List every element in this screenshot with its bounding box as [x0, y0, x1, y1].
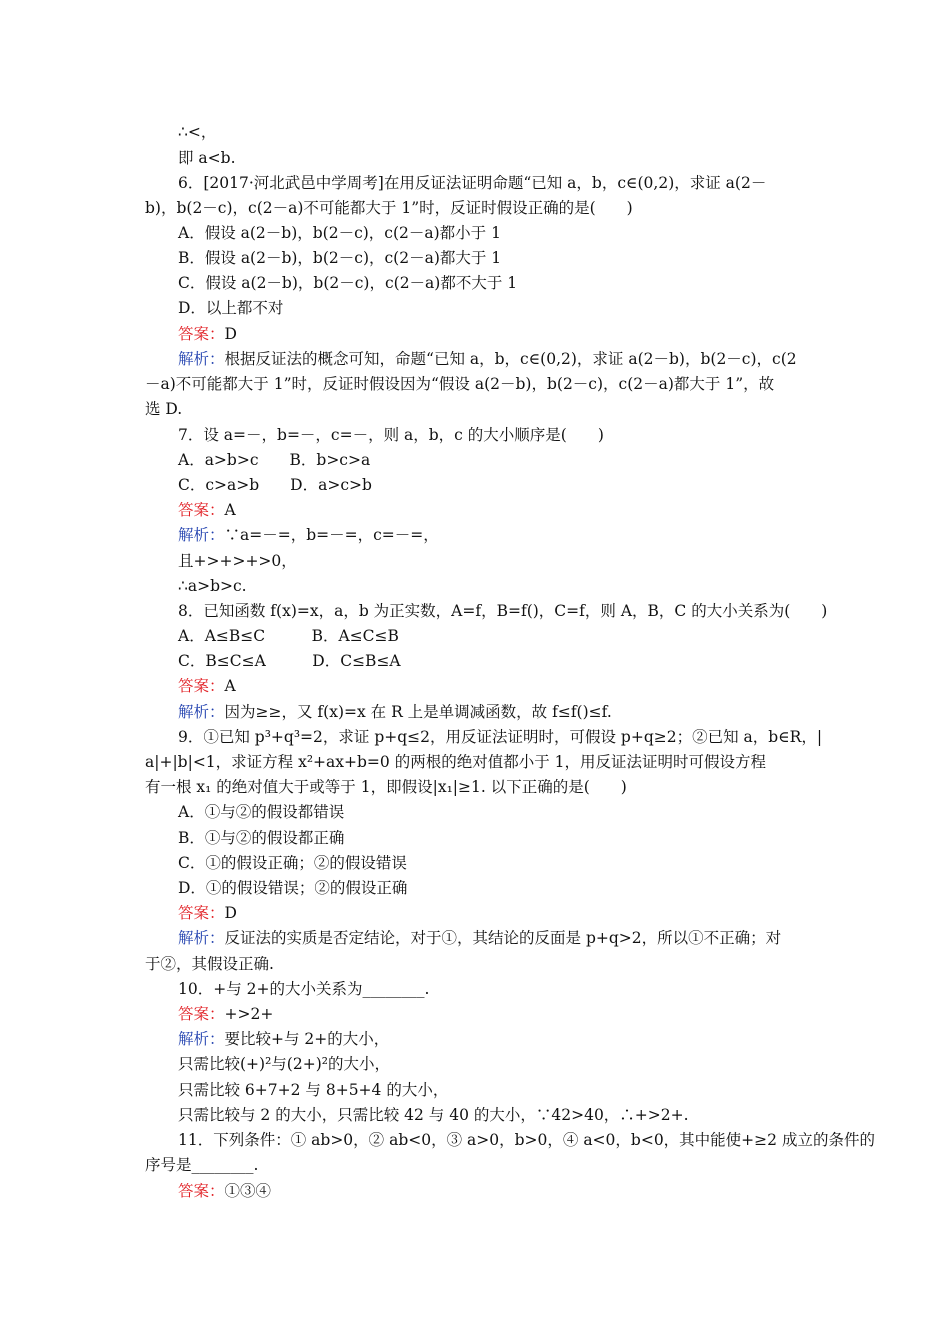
analysis-line [178, 525, 439, 545]
options-ab: A．A≤B≤C B．A≤C≤B [178, 627, 399, 645]
text-line: ∴<， [178, 123, 217, 141]
text-line: 即 a<b. [178, 149, 236, 167]
text-line: 只需比较(+)²与(2+)²的大小， [178, 1055, 390, 1073]
question-6-stem-cont: b)，b(2－c)，c(2－a)不可能都大于 1”时，反证时假设正确的是( ) [145, 199, 633, 217]
answer-line [178, 903, 237, 923]
answer-label: 答案： [178, 325, 225, 343]
answer-line [178, 500, 236, 520]
option-a: A．①与②的假设都错误 [178, 803, 345, 821]
analysis-text: ∵a=－=，b=－=，c=－=， [224, 526, 439, 544]
options-cd: C．B≤C≤A D．C≤B≤A [178, 652, 401, 670]
answer-value: ①③④ [224, 1182, 272, 1200]
question-7-stem: 7．设 a=－，b=－，c=－，则 a，b，c 的大小顺序是( ) [178, 426, 604, 444]
analysis-label: 解析： [178, 703, 225, 721]
analysis-label: 解析： [178, 1030, 225, 1048]
answer-label: 答案： [178, 501, 225, 519]
option-b: B．①与②的假设都正确 [178, 829, 345, 847]
answer-line [178, 324, 237, 344]
options-cd: C．c>a>b D．a>c>b [178, 476, 372, 494]
analysis-text: 因为≥≥，又 f(x)=x 在 R 上是单调减函数，故 f≤f()≤f. [224, 703, 612, 721]
answer-line [178, 676, 236, 696]
text-line: 且+>+>+>0， [178, 552, 297, 570]
answer-value: D [224, 325, 237, 343]
answer-value: A [224, 501, 236, 519]
analysis-line [178, 349, 797, 369]
analysis-label: 解析： [178, 526, 225, 544]
answer-value: +>2+ [224, 1005, 274, 1023]
option-b: B．假设 a(2－b)，b(2－c)，c(2－a)都大于 1 [178, 249, 502, 267]
question-10-stem: 10．+与 2+的大小关系为________. [178, 980, 430, 998]
text-line: －a)不可能都大于 1”时，反证时假设因为“假设 a(2－b)，b(2－c)，c(2－a)都大于 1”，故 [145, 375, 775, 393]
option-d: D．①的假设错误；②的假设正确 [178, 879, 408, 897]
answer-label: 答案： [178, 677, 225, 695]
text-line: 只需比较与 2 的大小，只需比较 42 与 40 的大小，∵42>40，∴+>2+. [178, 1106, 689, 1124]
option-c: C．假设 a(2－b)，b(2－c)，c(2－a)都不大于 1 [178, 274, 518, 292]
analysis-text: 要比较+与 2+的大小， [224, 1030, 390, 1048]
answer-label: 答案： [178, 1182, 225, 1200]
answer-value: A [224, 677, 236, 695]
analysis-label: 解析： [178, 929, 225, 947]
question-9-stem-cont: 有一根 x₁ 的绝对值大于或等于 1，即假设|x₁|≥1. 以下正确的是( ) [145, 778, 627, 796]
answer-label: 答案： [178, 1005, 225, 1023]
answer-line [178, 1181, 271, 1201]
text-line: 只需比较 6+7+2 与 8+5+4 的大小， [178, 1081, 449, 1099]
analysis-line [178, 928, 781, 948]
analysis-text: 反证法的实质是否定结论，对于①，其结论的反面是 p+q>2，所以①不正确；对 [224, 929, 782, 947]
option-a: A．假设 a(2－b)，b(2－c)，c(2－a)都小于 1 [178, 224, 501, 242]
question-6-stem: 6．[2017·河北武邑中学周考]在用反证法证明命题“已知 a，b，c∈(0,2)，求证 a(2－ [178, 174, 767, 192]
option-d: D．以上都不对 [178, 299, 284, 317]
answer-value: D [224, 904, 237, 922]
text-line: ∴a>b>c. [178, 577, 247, 595]
analysis-line [178, 1029, 389, 1049]
option-c: C．①的假设正确；②的假设错误 [178, 854, 407, 872]
answer-label: 答案： [178, 904, 225, 922]
question-8-stem: 8．已知函数 f(x)=x，a，b 为正实数，A=f，B=f()，C=f，则 A，B，C 的大小关系为( ) [178, 602, 828, 620]
question-11-stem-cont: 序号是________. [145, 1156, 259, 1174]
question-9-stem-cont: a|+|b|<1，求证方程 x²+ax+b=0 的两根的绝对值都小于 1，用反证法证明时可假设方程 [145, 753, 766, 771]
analysis-line [178, 702, 612, 722]
question-9-stem: 9．①已知 p³+q³=2，求证 p+q≤2，用反证法证明时，可假设 p+q≥2；②已知 a，b∈R，| [178, 728, 823, 746]
analysis-text: 根据反证法的概念可知，命题“已知 a，b，c∈(0,2)，求证 a(2－b)，b(2－c)，c(2 [224, 350, 797, 368]
answer-line [178, 1004, 273, 1024]
text-line: 于②，其假设正确. [145, 955, 274, 973]
options-ab: A．a>b>c B．b>c>a [178, 451, 371, 469]
analysis-label: 解析： [178, 350, 225, 368]
text-line: 选 D. [145, 400, 183, 418]
question-11-stem: 11．下列条件：① ab>0，② ab<0，③ a>0，b>0，④ a<0，b<0，其中能使+≥2 成立的条件的 [178, 1131, 875, 1149]
